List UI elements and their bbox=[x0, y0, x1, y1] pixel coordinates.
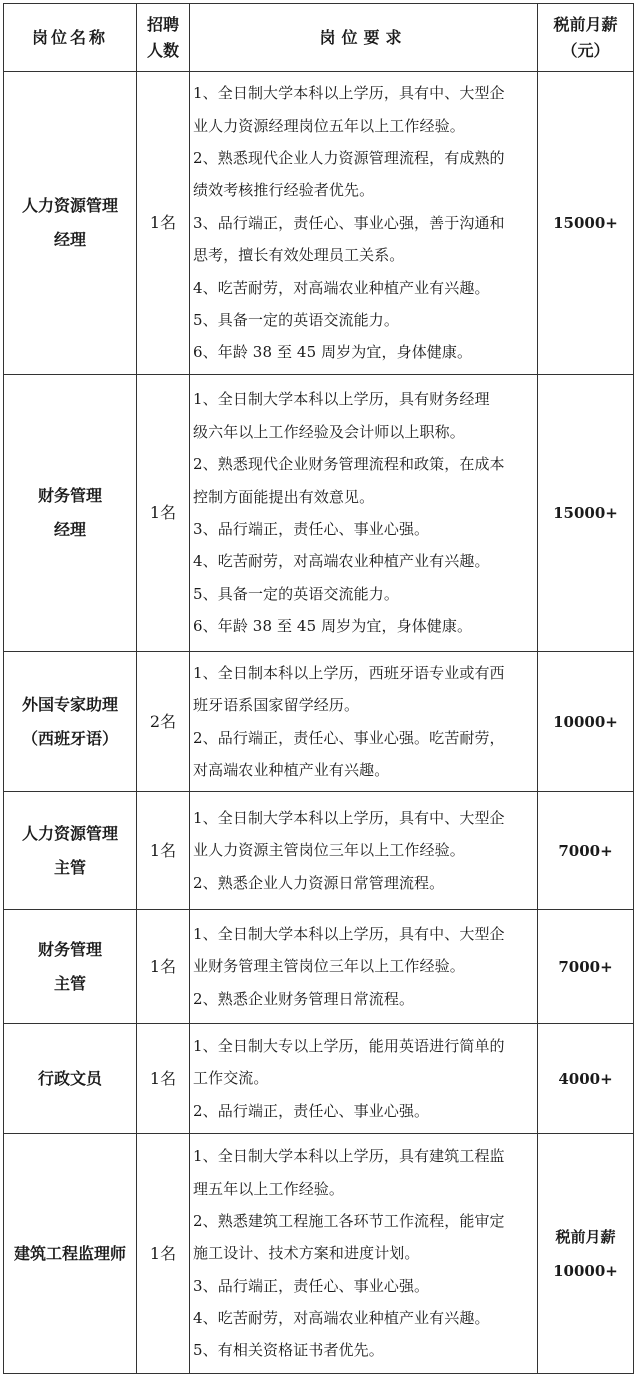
requirement-line: 对高端农业种植产业有兴趣。 bbox=[193, 760, 390, 779]
requirement-line: 控制方面能提出有效意见。 bbox=[193, 487, 375, 506]
position-name-name-line2: （西班牙语） bbox=[21, 728, 118, 748]
salary-salary-line2: 7000+ bbox=[558, 841, 613, 860]
job-table bbox=[3, 3, 634, 1374]
salary bbox=[538, 792, 634, 910]
table-row bbox=[4, 72, 634, 375]
requirement-line: 5、有相关资格证书者优先。 bbox=[193, 1341, 384, 1360]
requirements bbox=[190, 72, 538, 375]
position-name bbox=[4, 72, 137, 375]
requirement-line: 1、全日制大学本科以上学历，具有中、大型企 bbox=[193, 924, 505, 943]
requirement-line: 班牙语系国家留学经历。 bbox=[193, 696, 360, 715]
position-name bbox=[4, 792, 137, 910]
requirement-line: 1、全日制大学本科以上学历，具有建筑工程监 bbox=[193, 1147, 505, 1166]
requirement-line: 1、全日制本科以上学历，西班牙语专业或有西 bbox=[193, 663, 505, 682]
requirements bbox=[190, 1024, 538, 1134]
requirement-line: 1、全日制大学本科以上学历，具有财务经理 bbox=[193, 390, 490, 409]
headcount: 1名 bbox=[137, 1024, 190, 1134]
headcount: 1名 bbox=[137, 375, 190, 652]
requirement-line: 6、年龄 38 至 45 周岁为宜，身体健康。 bbox=[193, 617, 473, 636]
position-name-name-line1: 财务管理 bbox=[37, 939, 102, 959]
salary bbox=[538, 910, 634, 1024]
requirement-line: 业财务管理主管岗位三年以上工作经验。 bbox=[193, 957, 465, 976]
header-count bbox=[137, 4, 190, 72]
position-name-name-line1: 人力资源管理 bbox=[21, 196, 118, 215]
position-name-name-line2: 主管 bbox=[53, 857, 86, 877]
requirement-line: 2、熟悉建筑工程施工各环节工作流程，能审定 bbox=[193, 1211, 505, 1230]
requirement-line: 2、品行端正，责任心、事业心强。吃苦耐劳， bbox=[193, 728, 505, 747]
table-row bbox=[4, 1024, 634, 1134]
salary bbox=[538, 1024, 634, 1134]
requirement-line: 工作交流。 bbox=[193, 1069, 269, 1088]
salary-salary-line1: 税前月薪 bbox=[555, 1227, 616, 1246]
header-salary-line1: 税前月薪 bbox=[553, 14, 618, 34]
requirement-line: 6、年龄 38 至 45 周岁为宜，身体健康。 bbox=[193, 343, 473, 362]
position-name-name-line2: 经理 bbox=[53, 520, 86, 539]
salary-salary-line2: 7000+ bbox=[558, 957, 613, 976]
requirement-line: 2、熟悉现代企业人力资源管理流程，有成熟的 bbox=[193, 149, 505, 168]
position-name-name-line1: 行政文员 bbox=[37, 1068, 102, 1088]
requirement-line: 3、品行端正，责任心、事业心强。 bbox=[193, 1276, 430, 1295]
requirement-line: 3、品行端正，责任心、事业心强。 bbox=[193, 520, 430, 538]
requirement-line: 级六年以上工作经验及会计师以上职称。 bbox=[193, 422, 465, 441]
position-name-name-line1: 建筑工程监理师 bbox=[13, 1243, 126, 1263]
table-row bbox=[4, 1134, 634, 1374]
table-row bbox=[4, 792, 634, 910]
requirement-line: 1、全日制大学本科以上学历，具有中、大型企 bbox=[193, 84, 505, 103]
position-name-name-line1: 外国专家助理 bbox=[21, 694, 118, 714]
position-name-name-line2: 主管 bbox=[53, 973, 86, 993]
requirement-line: 3、品行端正，责任心、事业心强，善于沟通和 bbox=[193, 213, 505, 232]
headcount: 1名 bbox=[137, 910, 190, 1024]
header-salary bbox=[538, 4, 634, 72]
header-position: 岗位名称 bbox=[4, 4, 137, 72]
requirements bbox=[190, 1134, 538, 1374]
headcount: 1名 bbox=[137, 792, 190, 910]
position-name bbox=[4, 910, 137, 1024]
requirement-line: 1、全日制大学本科以上学历，具有中、大型企 bbox=[193, 808, 505, 827]
requirement-line: 5、具备一定的英语交流能力。 bbox=[193, 310, 399, 329]
requirement-line: 2、品行端正，责任心、事业心强。 bbox=[193, 1101, 430, 1120]
headcount: 2名 bbox=[137, 652, 190, 792]
salary bbox=[538, 1134, 634, 1374]
headcount: 1名 bbox=[137, 1134, 190, 1374]
header-salary-line2: （元） bbox=[561, 40, 610, 60]
salary bbox=[538, 72, 634, 375]
position-name-name-line1: 人力资源管理 bbox=[21, 823, 118, 843]
position-name bbox=[4, 652, 137, 792]
requirement-line: 5、具备一定的英语交流能力。 bbox=[193, 584, 399, 603]
requirement-line: 绩效考核推行经验者优先。 bbox=[193, 181, 375, 200]
salary-salary-line2: 4000+ bbox=[558, 1069, 613, 1088]
header-requirements: 岗位要求 bbox=[190, 4, 538, 72]
requirement-line: 4、吃苦耐劳，对高端农业种植产业有兴趣。 bbox=[193, 1309, 490, 1328]
header-count-line1: 招聘 bbox=[146, 14, 179, 34]
table-row bbox=[4, 652, 634, 792]
requirement-line: 4、吃苦耐劳，对高端农业种植产业有兴趣。 bbox=[193, 552, 490, 571]
requirement-line: 1、全日制大专以上学历，能用英语进行简单的 bbox=[193, 1036, 505, 1055]
requirement-line: 思考，擅长有效处理员工关系。 bbox=[193, 246, 405, 265]
header-count-line2: 人数 bbox=[146, 40, 179, 60]
table-row bbox=[4, 910, 634, 1024]
position-name-name-line1: 财务管理 bbox=[37, 486, 102, 505]
requirement-line: 业人力资源主管岗位三年以上工作经验。 bbox=[193, 841, 465, 860]
requirement-line: 施工设计、技术方案和进度计划。 bbox=[193, 1244, 420, 1263]
requirement-line: 2、熟悉现代企业财务管理流程和政策，在成本 bbox=[193, 455, 505, 474]
salary-salary-line2: 10000+ bbox=[553, 1261, 618, 1280]
salary-salary-line2: 15000+ bbox=[553, 504, 618, 522]
salary bbox=[538, 652, 634, 792]
position-name bbox=[4, 1024, 137, 1134]
salary-salary-line2: 15000+ bbox=[553, 214, 618, 232]
requirement-line: 理五年以上工作经验。 bbox=[193, 1179, 345, 1198]
requirements bbox=[190, 910, 538, 1024]
table-body bbox=[4, 72, 634, 1374]
requirement-line: 4、吃苦耐劳，对高端农业种植产业有兴趣。 bbox=[193, 278, 490, 297]
position-name-name-line2: 经理 bbox=[53, 230, 86, 249]
requirements bbox=[190, 375, 538, 652]
requirement-line: 2、熟悉企业财务管理日常流程。 bbox=[193, 989, 415, 1008]
requirement-line: 业人力资源经理岗位五年以上工作经验。 bbox=[193, 116, 465, 135]
requirement-line: 2、熟悉企业人力资源日常管理流程。 bbox=[193, 873, 445, 892]
requirements bbox=[190, 652, 538, 792]
headcount: 1名 bbox=[137, 72, 190, 375]
salary bbox=[538, 375, 634, 652]
header-row bbox=[4, 4, 634, 72]
salary-salary-line2: 10000+ bbox=[553, 712, 618, 731]
table-row bbox=[4, 375, 634, 652]
position-name bbox=[4, 1134, 137, 1374]
position-name bbox=[4, 375, 137, 652]
requirements bbox=[190, 792, 538, 910]
